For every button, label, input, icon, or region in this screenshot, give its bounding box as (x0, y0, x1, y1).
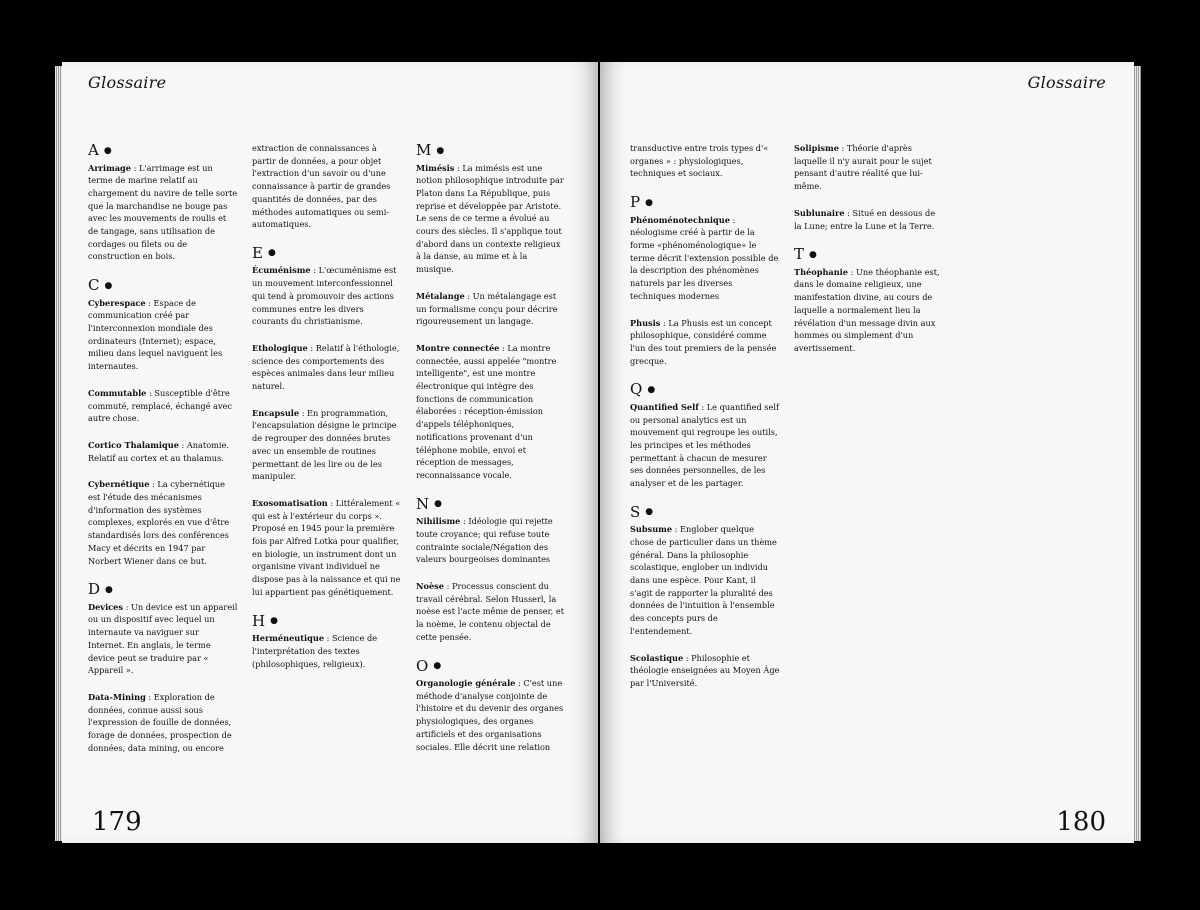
page-number-right: 180 (1056, 807, 1106, 837)
entry-definition: : La mimésis est une notion philosophique introduite par Platon dans La République, puis reprise et développée par Aristote. Le sens de ce terme a évolué au cours des siècles. Il s'applique tout d'abord dans un contexte religieux à la danse, au mime et à la musique. (416, 162, 564, 275)
entry-term: Scolastique (630, 652, 684, 663)
glossary-entry (630, 317, 780, 368)
entry-term: Subsume (630, 524, 673, 535)
bullet-icon: ● (436, 145, 445, 156)
entry-definition: : Situé en dessous de la Lune; entre la Lune et la Terre. (794, 207, 936, 231)
bullet-icon: ● (105, 584, 113, 595)
section-letter (88, 581, 238, 599)
entry-definition: : Englober quelque chose de particulier dans un thème général. Dans la philosophie scolastique, englober un individu dans une espèce. Pour Kant, il s'agit de rapporter la pluralité des données de l'intuition à l'ensemble des concepts purs de l'entendement. (630, 524, 777, 636)
letter-heading: O (416, 656, 429, 675)
glossary-column (416, 142, 566, 767)
running-head-left: Glossaire (88, 73, 167, 92)
glossary-entry (416, 290, 566, 328)
entry-term: Solipisme (794, 143, 839, 153)
entry-term: Arrimage (88, 162, 131, 173)
entry-term: Cybernétique (88, 479, 150, 490)
glossary-entry (416, 342, 566, 482)
entry-definition: : Le quantified self ou personal analytics est un mouvement qui regroupe les outils, les principes et les méthodes permettant à chacun de mesurer ses données personnelles, de les analyser et de les partager. (630, 401, 780, 489)
glossary-entry (794, 207, 944, 232)
entry-definition: : En programmation, l'encapsulation désigne le principe de regrouper des données brutes avec un ensemble de routines permettant de les lire ou de les manipuler. (252, 407, 397, 482)
entry-term: Organologie générale (416, 678, 516, 688)
entry-definition: : C'est une méthode d'analyse conjointe de l'histoire et du devenir des organes physiologiques, des organes artificiels et des organisations sociales. Elle décrit une relation (416, 678, 564, 752)
entry-definition: : L'œcuménisme est un mouvement interconfessionnel qui tend à promouvoir des actions communes entre les divers courants du christianisme. (252, 265, 397, 327)
entry-definition: : Relatif à l'éthologie, science des comportements des espèces animales dans leur milieu naturel. (252, 342, 400, 392)
glossary-entry (416, 677, 566, 753)
section-letter (88, 142, 238, 160)
entry-term: Phusis (630, 317, 661, 328)
entry-term: Noèse (416, 580, 444, 591)
glossary-entry (252, 632, 402, 670)
glossary-entry (252, 142, 402, 231)
glossary-entry (416, 515, 566, 566)
section-letter (794, 246, 944, 264)
entry-term: Commutable (88, 387, 147, 398)
entry-definition: : Un métalangage est un formalisme conçu pour décrire rigoureusement un langage. (416, 290, 558, 327)
bullet-icon: ● (270, 616, 278, 627)
glossary-column (88, 142, 238, 769)
entry-term: Encapsule (252, 407, 300, 418)
entry-term: Devices (88, 601, 123, 612)
glossary-entry (88, 162, 238, 264)
glossary-entry (416, 162, 566, 276)
entry-term: Cyberespace (88, 297, 146, 308)
glossary-entry (416, 580, 566, 644)
entry-term: Théophanie (794, 266, 848, 277)
entry-term: Herméneutique (252, 633, 325, 644)
entry-definition: transductive entre trois types d'« organes » : physiologiques, techniques et sociaux. (630, 143, 769, 179)
entry-definition: : La Phusis est un concept philosophique, considéré comme l'un des tout premiers de la pensée grecque. (630, 317, 777, 366)
entry-definition: : Une théophanie est, dans le domaine religieux, une manifestation divine, au cours de laquelle a normalement lieu la révélation d'un message divin aux hommes ou simplement d'un avertissement. (794, 266, 940, 353)
section-letter (630, 504, 780, 522)
entry-definition: : L'arrimage est un terme de marine relatif au chargement du navire de telle sorte que la marchandise ne bouge pas avec les mouvements de roulis et de tangage, sans utilisation de cordages ou filets ou de construction en bois. (88, 162, 238, 262)
right-page-edge (1133, 66, 1141, 841)
glossary-entry (88, 478, 238, 567)
entry-definition: : néologisme créé à partir de la forme «phénoménologique» le terme décrit l'extension possible de la description des phénomènes naturels par les diverses techniques modernes (630, 214, 779, 301)
glossary-entry (88, 691, 238, 755)
left-page (62, 62, 598, 843)
letter-heading: T (794, 245, 805, 264)
section-letter (88, 277, 238, 295)
entry-definition: : Processus conscient du travail cérébral. Selon Husserl, la noèse est l'acte même de penser, et la noème, le contenu objectal de cette pensée. (416, 580, 564, 642)
letter-heading: H (252, 611, 266, 630)
entry-term: Métalange (416, 290, 465, 301)
entry-term: Ethologique (252, 342, 308, 353)
bullet-icon: ● (645, 507, 654, 518)
bullet-icon: ● (433, 661, 442, 671)
section-letter (252, 613, 402, 631)
glossary-entry (88, 439, 238, 464)
bullet-icon: ● (104, 280, 113, 291)
glossary-column (794, 142, 944, 369)
glossary-entry (630, 401, 780, 490)
page-number-left: 179 (92, 807, 142, 837)
entry-term: Écuménisme (252, 265, 311, 276)
glossary-entry (630, 523, 780, 637)
entry-definition: : La montre connectée, aussi appelée "montre intelligente", est une montre électronique qui intègre des fonctions de communication élaborées : réception-émission d'appels téléphoniques, notifications provenant d'un téléphone mobile, envoi et réception de messages, reconnaissance vocale. (416, 342, 557, 480)
glossary-entry (252, 497, 402, 599)
glossary-entry (794, 142, 944, 193)
glossary-entry (630, 652, 780, 690)
entry-definition: : Anatomie. Relatif au cortex et au thalamus. (88, 439, 229, 463)
glossary-column (252, 142, 402, 684)
section-letter (416, 658, 566, 676)
glossary-entry (630, 142, 780, 180)
entry-term: Mimésis (416, 162, 455, 173)
letter-heading: A (88, 141, 99, 159)
glossary-column (630, 142, 780, 704)
entry-definition: : Espace de communication créé par l'interconnexion mondiale des ordinateurs (Internet); espace, milieu dans lequel naviguent les internautes. (88, 297, 223, 372)
entry-term: Sublunaire (794, 207, 845, 218)
glossary-entry (88, 387, 238, 425)
section-letter (416, 496, 566, 514)
entry-definition: : Idéologie qui rejette toute croyance; qui refuse toute contrainte sociale/Négation des valeurs bourgeoises dominantes (416, 516, 553, 565)
entry-definition: : Exploration de données, connue aussi sous l'expression de fouille de données, forage de données, prospection de données, data mining, ou encore (88, 692, 232, 753)
glossary-entry (252, 342, 402, 393)
letter-heading: E (252, 243, 263, 262)
entry-definition: : Philosophie et théologie enseignées au Moyen Âge par l'Université. (630, 652, 780, 688)
glossary-entry (88, 297, 238, 373)
bullet-icon: ● (103, 145, 112, 156)
entry-term: Data-Mining (88, 692, 146, 702)
glossary-entry (252, 264, 402, 328)
letter-heading: N (416, 494, 430, 513)
glossary-entry (630, 214, 780, 303)
entry-term: Cortico Thalamique (88, 439, 179, 450)
letter-heading: S (630, 502, 641, 521)
entry-definition: : Littéralement « qui est à l'extérieur du corps ». Proposé en 1945 pour la première fois par Alfred Lotka pour qualifier, en biologie, un instrument dont un organisme vivant individuel ne dispose pas à la naissance et qui ne lui appartient pas génétiquement. (252, 497, 401, 597)
entry-definition: : Susceptible d'être commuté, remplacé, échangé avec autre chose. (88, 387, 233, 424)
bullet-icon: ● (267, 248, 276, 259)
right-page (600, 62, 1134, 843)
entry-term: Exosomatisation (252, 497, 328, 508)
letter-heading: P (630, 193, 641, 212)
letter-heading: Q (630, 380, 643, 399)
bullet-icon: ● (434, 499, 442, 510)
bullet-icon: ● (645, 197, 653, 208)
entry-term: Montre connectée (416, 342, 500, 353)
letter-heading: C (88, 276, 100, 295)
entry-definition: : Un device est un appareil ou un dispositif avec lequel un internaute va naviguer sur Internet. En anglais, le terme device peut se traduire par « Appareil ». (88, 601, 238, 676)
section-letter (630, 194, 780, 212)
bullet-icon: ● (647, 384, 656, 395)
section-letter (416, 142, 566, 160)
section-letter (252, 245, 402, 263)
entry-term: Nihilisme (416, 516, 461, 527)
entry-definition: : Théorie d'après laquelle il n'y aurait pour le sujet pensant d'autre réalité que lui-même. (794, 143, 932, 192)
letter-heading: M (416, 141, 432, 159)
entry-term: Quantified Self (630, 401, 699, 412)
entry-term: Phénoménotechnique (630, 214, 730, 225)
entry-definition: : Science de l'interprétation des textes (philosophiques, religieux). (252, 633, 378, 669)
glossary-entry (252, 407, 402, 483)
bullet-icon: ● (809, 249, 817, 260)
glossary-entry (88, 601, 238, 677)
letter-heading: D (88, 580, 101, 599)
glossary-entry (794, 266, 944, 355)
entry-definition: : La cybernétique est l'étude des mécanismes d'information des systèmes complexes, explorés en vue d'être standardisés lors des conférences Macy et décrits en 1947 par Norbert Wiener dans ce but. (88, 479, 230, 566)
entry-definition: extraction de connaissances à partir de données, a pour objet l'extraction d'un savoir ou d'une connaissance à partir de grandes quantités de données, par des méthodes automatiques ou semi-automatiques. (252, 143, 391, 230)
running-head-right: Glossaire (1027, 73, 1106, 92)
section-letter (630, 381, 780, 399)
